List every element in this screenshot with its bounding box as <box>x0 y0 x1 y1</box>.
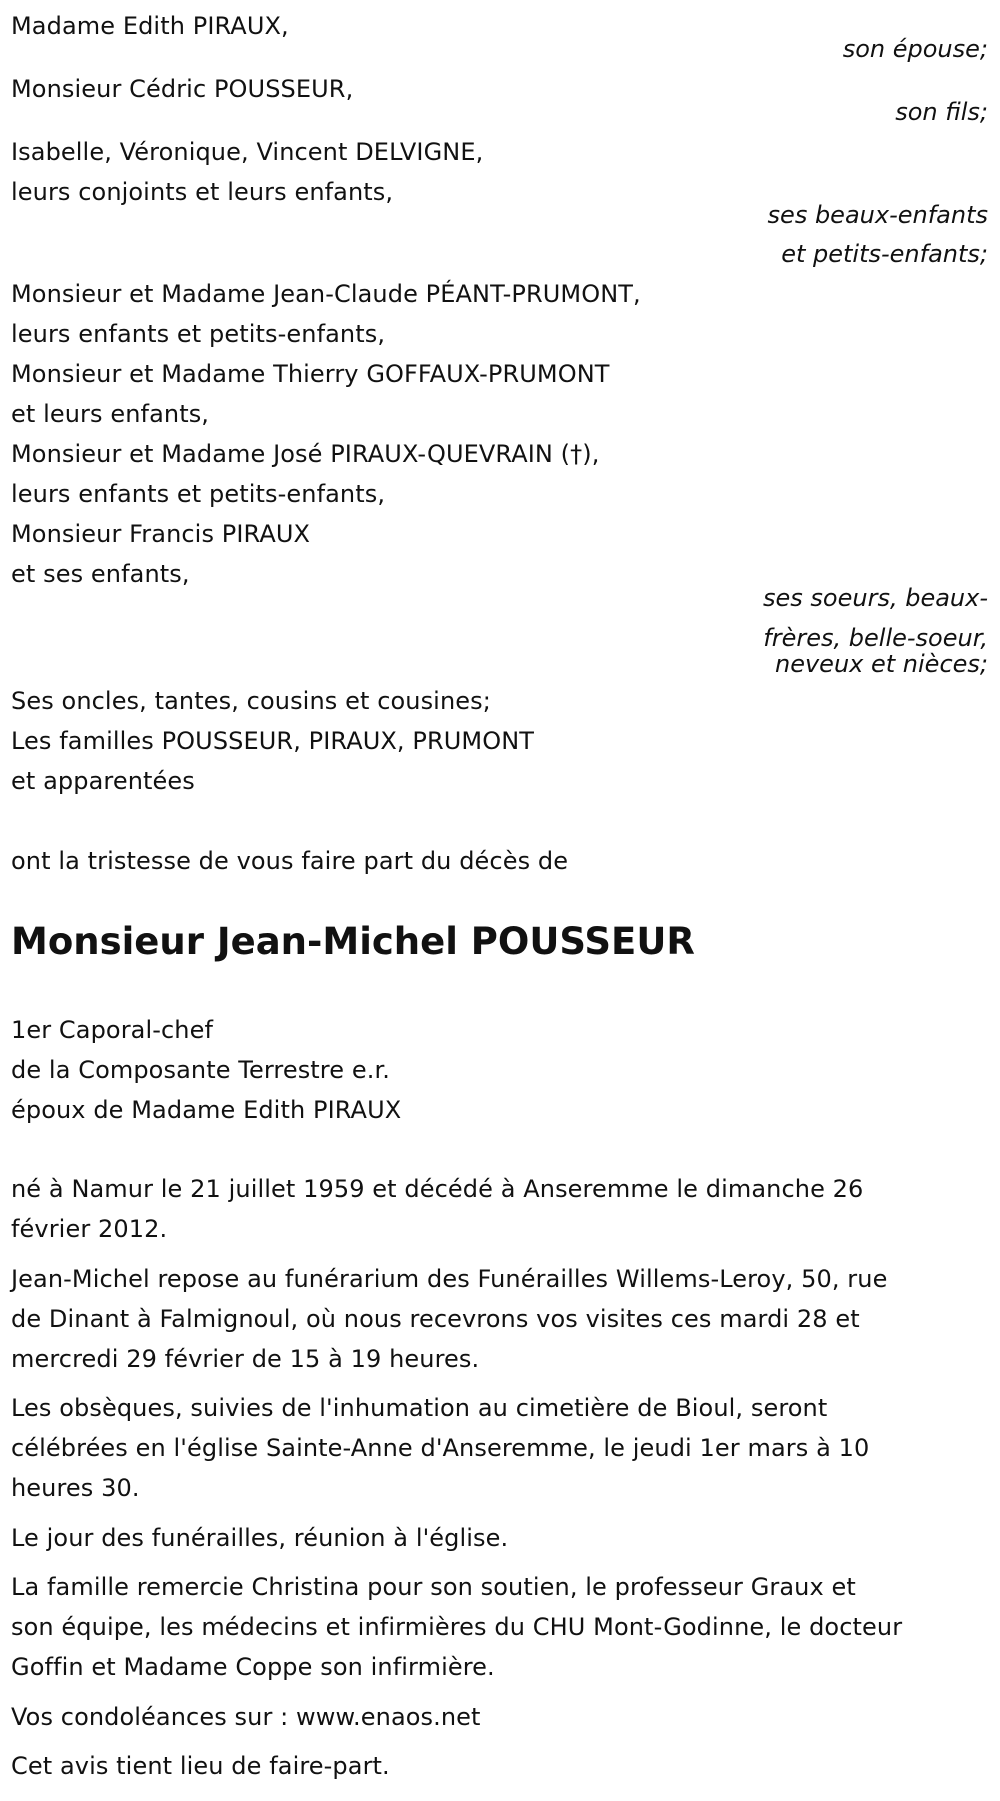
meeting-text: Le jour des funérailles, réunion à l'église. <box>11 1524 509 1552</box>
family-line: et leurs enfants, <box>11 400 210 428</box>
funeral-text: Les obsèques, suivies de l'inhumation au cimetière de Bioul, seront <box>11 1394 828 1422</box>
family-line: Monsieur et Madame José PIRAUX-QUEVRAIN (†), <box>11 440 600 468</box>
relation-label: frères, belle-soeur, <box>763 624 988 652</box>
family-line: Monsieur Cédric POUSSEUR, <box>11 75 354 103</box>
relation-label: ses beaux-enfants <box>767 201 988 229</box>
birth-death-text: février 2012. <box>11 1215 168 1243</box>
visitation-text: mercredi 29 février de 15 à 19 heures. <box>11 1345 480 1373</box>
family-line: Monsieur et Madame Jean-Claude PÉANT-PRUMONT, <box>11 280 641 308</box>
relation-label: neveux et nièces; <box>775 650 988 678</box>
funeral-text: heures 30. <box>11 1474 140 1502</box>
announcement-line: ont la tristesse de vous faire part du décès de <box>11 847 569 875</box>
thanks-text: Goffin et Madame Coppe son infirmière. <box>11 1653 495 1681</box>
visitation-text: de Dinant à Falmignoul, où nous recevrons vos visites ces mardi 28 et <box>11 1305 860 1333</box>
family-line: Les familles POUSSEUR, PIRAUX, PRUMONT <box>11 727 535 755</box>
relation-label: son fils; <box>895 98 988 126</box>
family-line: et ses enfants, <box>11 560 190 588</box>
family-line: leurs enfants et petits-enfants, <box>11 320 386 348</box>
family-line: leurs enfants et petits-enfants, <box>11 480 386 508</box>
family-line: Ses oncles, tantes, cousins et cousines; <box>11 687 491 715</box>
family-line: Monsieur et Madame Thierry GOFFAUX-PRUMONT <box>11 360 610 388</box>
visitation-text: Jean-Michel repose au funérarium des Funérailles Willems-Leroy, 50, rue <box>11 1265 888 1293</box>
relation-label: et petits-enfants; <box>781 240 988 268</box>
birth-death-text: né à Namur le 21 juillet 1959 et décédé à Anseremme le dimanche 26 <box>11 1175 864 1203</box>
deceased-title: 1er Caporal-chef <box>11 1016 214 1044</box>
thanks-text: son équipe, les médecins et infirmières du CHU Mont-Godinne, le docteur <box>11 1613 903 1641</box>
deceased-title: de la Composante Terrestre e.r. <box>11 1056 390 1084</box>
deceased-title: époux de Madame Edith PIRAUX <box>11 1096 402 1124</box>
deceased-name: Monsieur Jean-Michel POUSSEUR <box>11 920 695 963</box>
family-line: Madame Edith PIRAUX, <box>11 12 289 40</box>
condolences-text: Vos condoléances sur : www.enaos.net <box>11 1703 481 1731</box>
family-line: Monsieur Francis PIRAUX <box>11 520 311 548</box>
family-line: leurs conjoints et leurs enfants, <box>11 178 394 206</box>
family-line: et apparentées <box>11 767 195 795</box>
relation-label: son épouse; <box>842 35 988 63</box>
thanks-text: La famille remercie Christina pour son soutien, le professeur Graux et <box>11 1573 856 1601</box>
relation-label: ses soeurs, beaux- <box>763 584 988 612</box>
closing-text: Cet avis tient lieu de faire-part. <box>11 1752 390 1780</box>
funeral-text: célébrées en l'église Sainte-Anne d'Anseremme, le jeudi 1er mars à 10 <box>11 1434 870 1462</box>
family-line: Isabelle, Véronique, Vincent DELVIGNE, <box>11 138 484 166</box>
